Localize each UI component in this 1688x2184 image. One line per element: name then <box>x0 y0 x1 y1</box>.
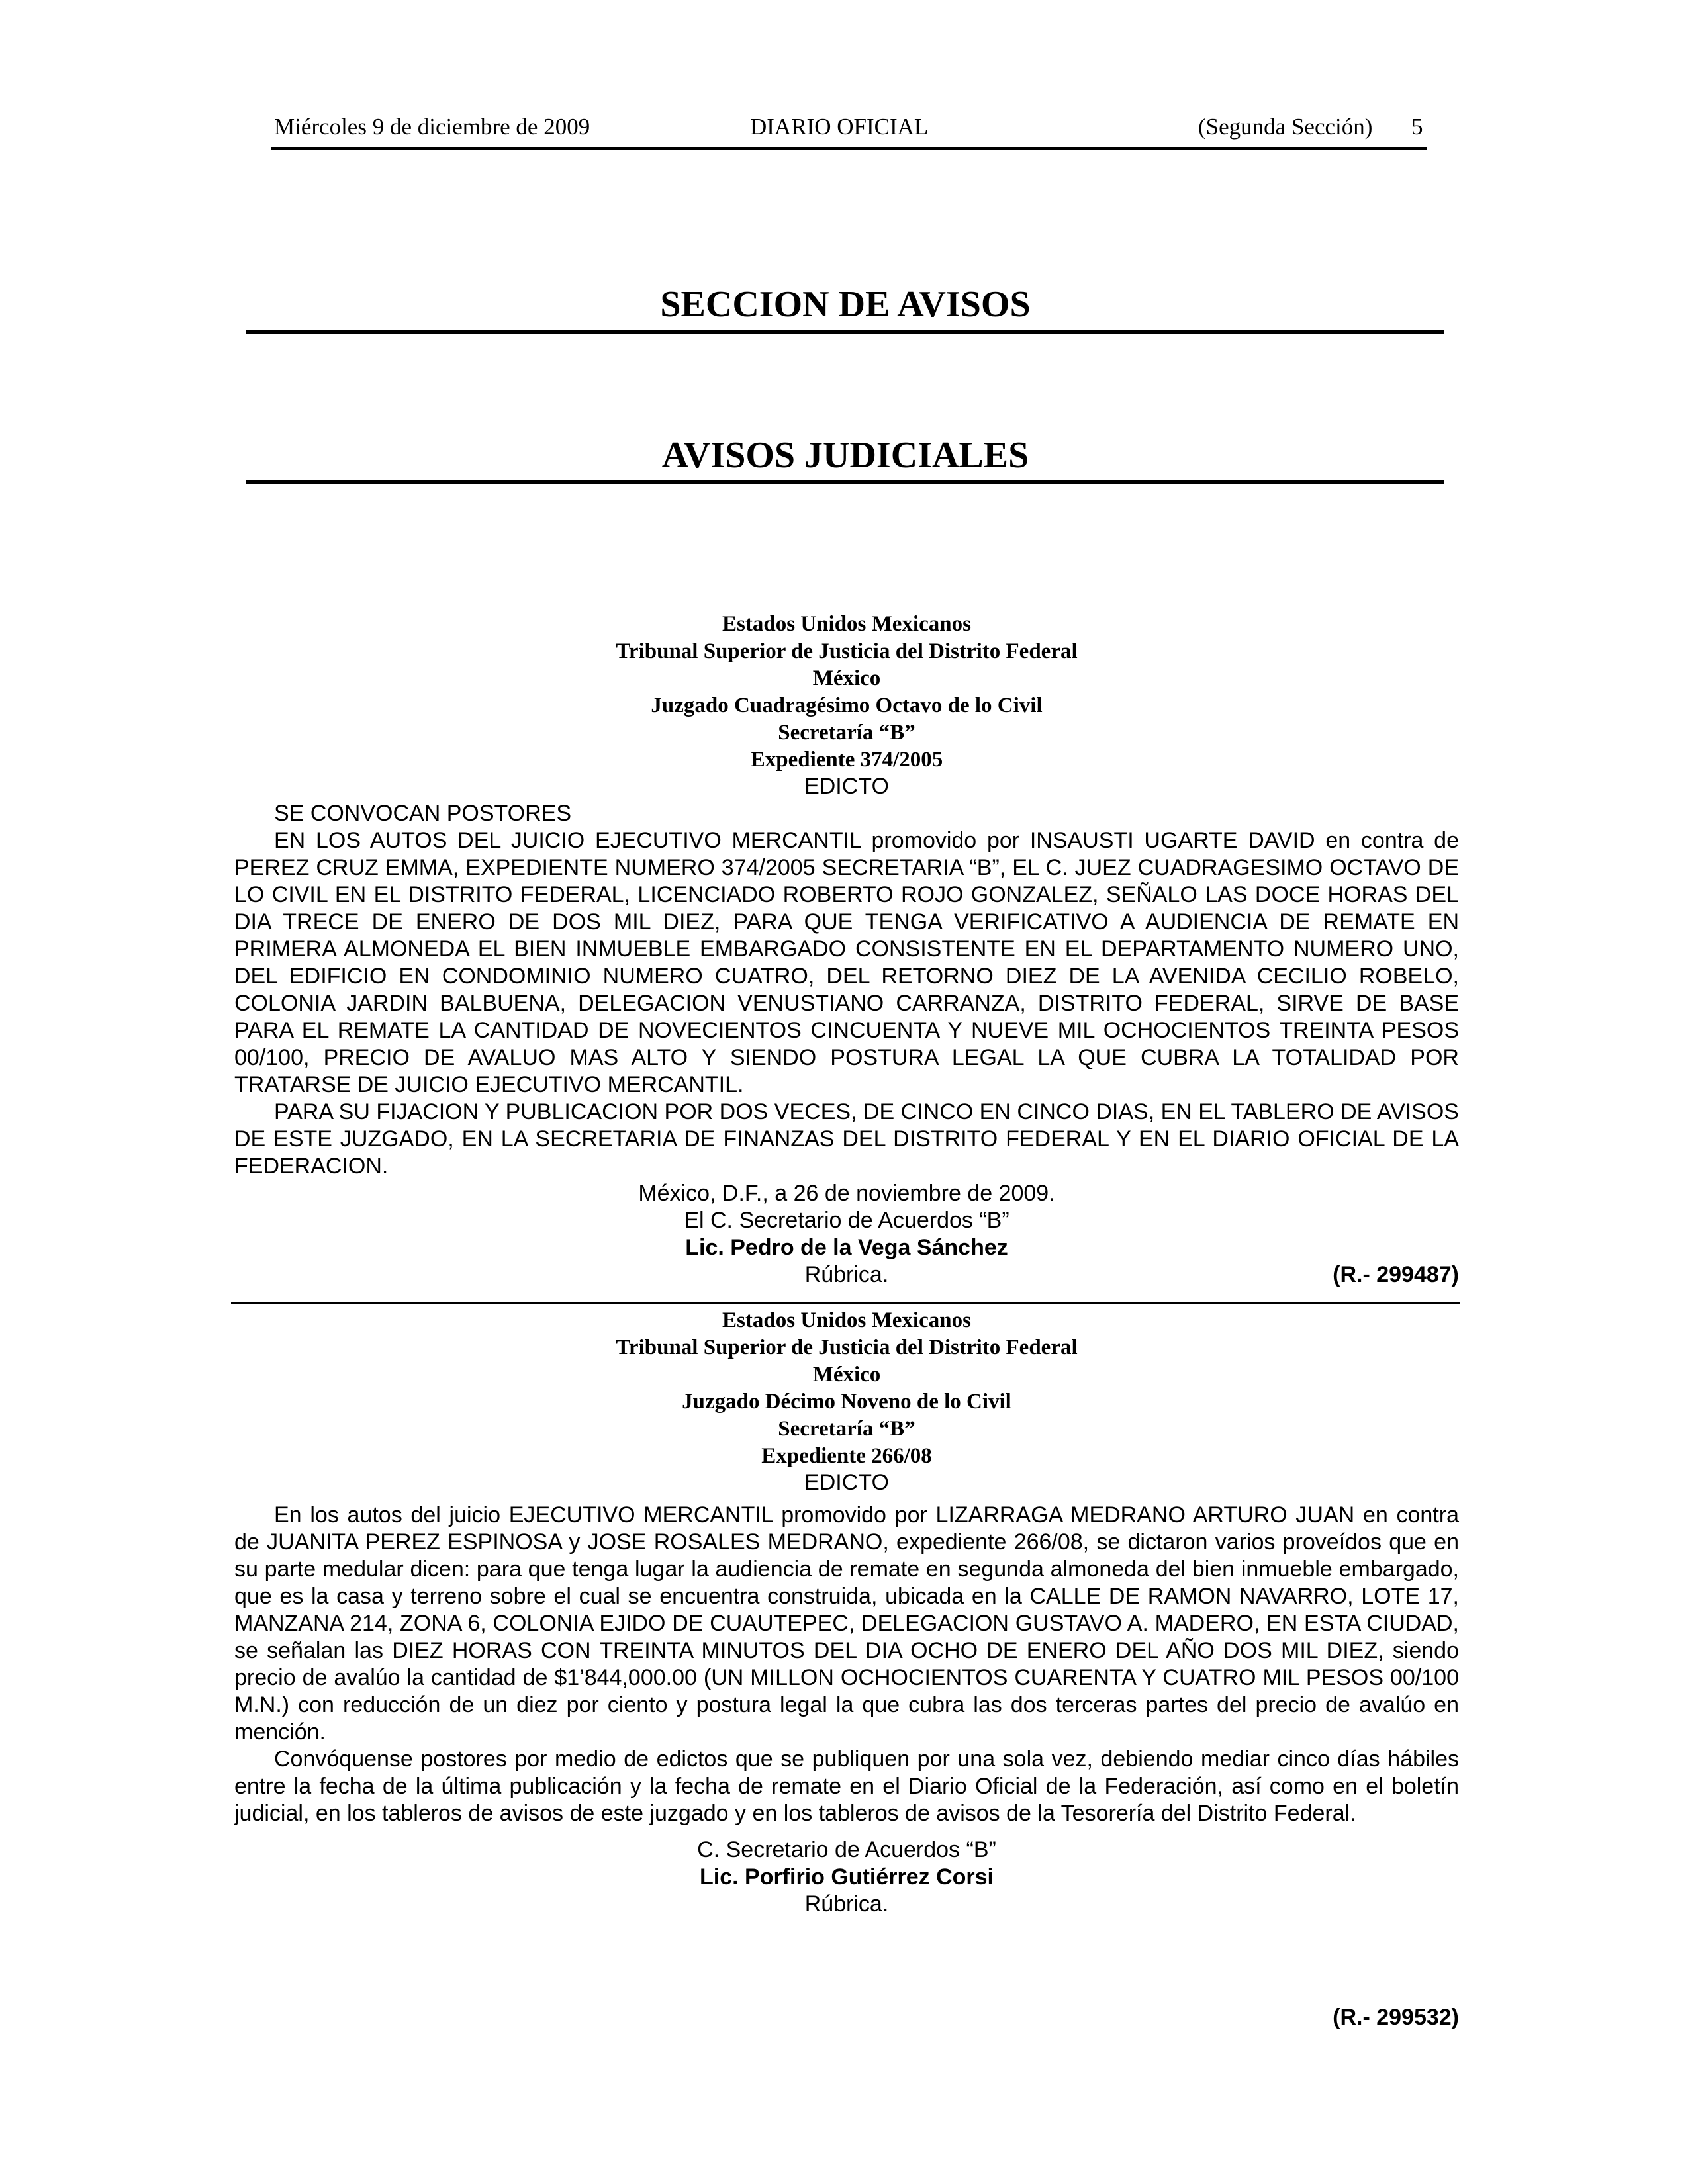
notice2-header-country: Estados Unidos Mexicanos <box>722 1308 971 1332</box>
notice1-court-header <box>234 611 1459 774</box>
subsection-title-rule <box>246 480 1444 484</box>
header-page-number: 5 <box>1411 114 1423 140</box>
notice1-reference: (R.- 299487) <box>1333 1262 1459 1287</box>
notice1-header-country: Estados Unidos Mexicanos <box>722 612 971 636</box>
notice1-header-city: México <box>812 666 881 690</box>
notice1-signature-line <box>234 1261 1459 1289</box>
section-title-rule <box>246 330 1444 334</box>
header-date: Miércoles 9 de diciembre de 2009 <box>274 114 590 140</box>
notice1-paragraph-2: PARA SU FIJACION Y PUBLICACION POR DOS VECES, DE CINCO EN CINCO DIAS, EN EL TABLERO DE AVISOS DE ESTE JUZGADO, EN LA SECRETARIA DE FINANZAS DEL DISTRITO FEDERAL Y EN EL DIARIO OFICIAL DE LA FEDERACION. <box>234 1099 1459 1179</box>
notice2-header-city: México <box>812 1363 881 1387</box>
notice2-signer-title: C. Secretario de Acuerdos “B” <box>697 1837 996 1862</box>
notice2-reference: (R.- 299532) <box>1333 2005 1459 2030</box>
notice1-signer-name: Lic. Pedro de la Vega Sánchez <box>685 1235 1008 1260</box>
notice2-header-expediente: Expediente 266/08 <box>761 1444 932 1468</box>
subsection-title: AVISOS JUDICIALES <box>661 435 1029 476</box>
section-title: SECCION DE AVISOS <box>660 284 1031 325</box>
notice1-convocation: SE CONVOCAN POSTORES <box>274 801 572 826</box>
notice2-header-court: Juzgado Décimo Noveno de lo Civil <box>682 1390 1011 1414</box>
notice2-signer-name: Lic. Porfirio Gutiérrez Corsi <box>700 1864 994 1889</box>
notice2-body <box>234 1469 1459 1918</box>
notice1-place-date: México, D.F., a 26 de noviembre de 2009. <box>638 1181 1055 1206</box>
notice1-header-expediente: Expediente 374/2005 <box>750 748 943 772</box>
header-section: (Segunda Sección) <box>1198 114 1373 140</box>
notice2-signature: Rúbrica. <box>804 1891 889 1917</box>
notice1-header-court: Juzgado Cuadragésimo Octavo de lo Civil <box>651 694 1043 717</box>
notice-divider <box>231 1302 1460 1304</box>
notice2-paragraph-1: En los autos del juicio EJECUTIVO MERCANTIL promovido por LIZARRAGA MEDRANO ARTURO JUAN en contra de JUANITA PEREZ ESPINOSA y JOSE ROSALES MEDRANO, expediente 266/08, se dictaron varios proveídos que en su parte medular dicen: para que tenga lugar la audiencia de remate en segunda almoneda del bien inmueble embargado, que es la casa y terreno sobre el cual se encuentra construida, ubicada en la CALLE DE RAMON NAVARRO, LOTE 17, MANZANA 214, ZONA 6, COLONIA EJIDO DE CUAUTEPEC, DELEGACION GUSTAVO A. MADERO, EN ESTA CIUDAD, se señalan las DIEZ HORAS CON TREINTA MINUTOS DEL DIA OCHO DE ENERO DEL AÑO DOS MIL DIEZ, siendo precio de avalúo la cantidad de $1’844,000.00 (UN MILLON OCHOCIENTOS CUARENTA Y CUATRO MIL PESOS 00/100 M.N.) con reducción de un diez por ciento y postura legal la que cubra las dos terceras partes del precio de avalúo en mención. <box>234 1502 1459 1745</box>
notice2-doc-type: EDICTO <box>804 1470 889 1495</box>
notice1-body <box>234 773 1459 1289</box>
notice1-signature: Rúbrica. <box>804 1262 889 1287</box>
running-header <box>271 111 1427 150</box>
notice1-paragraph-1: EN LOS AUTOS DEL JUICIO EJECUTIVO MERCANTIL promovido por INSAUSTI UGARTE DAVID en contra de PEREZ CRUZ EMMA, EXPEDIENTE NUMERO 374/2005 SECRETARIA “B”, EL C. JUEZ CUADRAGESIMO OCTAVO DE LO CIVIL EN EL DISTRITO FEDERAL, LICENCIADO ROBERTO ROJO GONZALEZ, SEÑALO LAS DOCE HORAS DEL DIA TRECE DE ENERO DE DOS MIL DIEZ, PARA QUE TENGA VERIFICATIVO A AUDIENCIA DE REMATE EN PRIMERA ALMONEDA EL BIEN INMUEBLE EMBARGADO CONSISTENTE EN EL DEPARTAMENTO NUMERO UNO, DEL EDIFICIO EN CONDOMINIO NUMERO CUATRO, DEL RETORNO DIEZ DE LA AVENIDA CECILIO ROBELO, COLONIA JARDIN BALBUENA, DELEGACION VENUSTIANO CARRANZA, DISTRITO FEDERAL, SIRVE DE BASE PARA EL REMATE LA CANTIDAD DE NOVECIENTOS CINCUENTA Y NUEVE MIL OCHOCIENTOS TREINTA PESOS 00/100, PRECIO DE AVALUO MAS ALTO Y SIENDO POSTURA LEGAL LA QUE CUBRA LA TOTALIDAD POR TRATARSE DE JUICIO EJECUTIVO MERCANTIL. <box>234 828 1459 1097</box>
notice1-header-tribunal: Tribunal Superior de Justicia del Distrito Federal <box>616 639 1078 663</box>
header-publication: DIARIO OFICIAL <box>750 114 929 140</box>
notice1-doc-type: EDICTO <box>804 774 889 799</box>
notice2-court-header <box>234 1307 1459 1470</box>
notice1-signer-title: El C. Secretario de Acuerdos “B” <box>684 1208 1009 1233</box>
notice2-header-tribunal: Tribunal Superior de Justicia del Distrito Federal <box>616 1336 1078 1359</box>
notice2-header-secretaria: Secretaría “B” <box>778 1417 915 1441</box>
notice1-header-secretaria: Secretaría “B” <box>778 721 915 745</box>
notice2-paragraph-2: Convóquense postores por medio de edictos que se publiquen por una sola vez, debiendo mediar cinco días hábiles entre la fecha de la última publicación y la fecha de remate en el Diario Oficial de la Federación, así como en el boletín judicial, en los tableros de avisos de este juzgado y en los tableros de avisos de la Tesorería del Distrito Federal. <box>234 1747 1459 1826</box>
